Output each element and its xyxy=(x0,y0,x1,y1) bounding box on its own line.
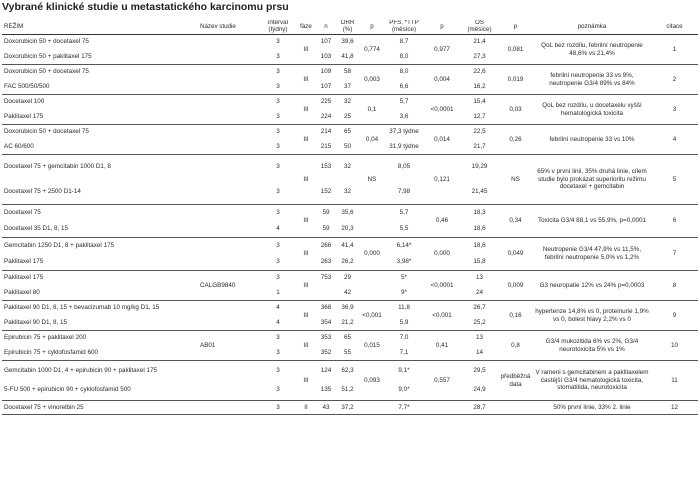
cell-note: Toxicita G3/4 88,1 vs 55,9%, p=0,0001 xyxy=(533,205,651,238)
cell-p-orr: 0,003 xyxy=(359,65,385,95)
cell-interval: 3 xyxy=(260,254,296,271)
cell-os: 13 xyxy=(461,331,498,346)
cell-orr: 32 xyxy=(336,180,359,205)
cell-phase: III xyxy=(296,331,316,361)
cell-p-pfs: 0,557 xyxy=(423,361,461,401)
cell-citation: 3 xyxy=(651,95,698,125)
cell-p-os: 0,009 xyxy=(498,271,533,301)
cell-p-orr xyxy=(359,205,385,238)
cell-orr: 26,2 xyxy=(336,254,359,271)
cell-phase: III xyxy=(296,65,316,95)
cell-interval: 3 xyxy=(260,205,296,222)
cell-p-os: 0,26 xyxy=(498,125,533,155)
cell-study-name xyxy=(198,361,260,401)
cell-p-orr: 0,000 xyxy=(359,238,385,271)
cell-citation: 6 xyxy=(651,205,698,238)
cell-p-orr: 0,015 xyxy=(359,331,385,361)
cell-study-name xyxy=(198,155,260,205)
cell-p-orr: NS xyxy=(359,155,385,205)
cell-note: G3/4 mukozitida 6% vs 2%, G3/4 neurotoxicita 5% vs 1% xyxy=(533,331,651,361)
header-p-orr: p xyxy=(359,20,385,35)
table-row xyxy=(2,401,698,415)
cell-interval: 4 xyxy=(260,316,296,331)
cell-regimen: Docetaxel 35 D1, 8, 15 xyxy=(2,221,198,238)
cell-n: 353 xyxy=(316,331,336,346)
cell-note: 50% první linie, 33% 2. linie xyxy=(533,401,651,415)
cell-os: 15,8 xyxy=(461,254,498,271)
cell-pfs: 6,14* xyxy=(385,238,423,255)
cell-orr: 32 xyxy=(336,95,359,110)
cell-orr: 65 xyxy=(336,331,359,346)
cell-os: 26,7 xyxy=(461,301,498,316)
table-row xyxy=(2,238,698,255)
cell-note: febrilní neutropenie 33 vs 9%, neutropenie G3/4 89% vs 84% xyxy=(533,65,651,95)
cell-regimen: Docetaxel 75 + 2500 D1-14 xyxy=(2,180,198,205)
cell-regimen: Epirubicin 75 + paklitaxel 200 xyxy=(2,331,198,346)
cell-study-name: CALGB9840 xyxy=(198,271,260,301)
cell-phase: III xyxy=(296,95,316,125)
cell-os: 18,6 xyxy=(461,221,498,238)
cell-orr: 65 xyxy=(336,125,359,140)
header-regimen: REŽIM xyxy=(2,20,198,35)
cell-orr: 39,6 xyxy=(341,38,354,46)
cell-interval: 3 xyxy=(260,95,296,110)
cell-citation: 7 xyxy=(651,238,698,271)
cell-study-name xyxy=(198,125,260,155)
cell-n: 214 xyxy=(316,125,336,140)
cell-p-os xyxy=(498,401,533,415)
cell-os: 19,29 xyxy=(461,155,498,180)
cell-pfs: 7,0 xyxy=(385,331,423,346)
cell-os: 24,9 xyxy=(461,381,498,401)
cell-os: 22,6 xyxy=(461,65,498,80)
cell-interval: 3 xyxy=(260,346,296,361)
cell-p-os: 0,34 xyxy=(498,205,533,238)
header-os: OS (měsíce) xyxy=(461,20,498,35)
cell-p-orr: 0,04 xyxy=(359,125,385,155)
cell-phase: III xyxy=(296,125,316,155)
cell-p-os: 0,049 xyxy=(498,238,533,271)
cell-regimen: Paklitaxel 80 xyxy=(2,286,198,301)
cell-regimen: 5-FU 500 + epirubicin 90 + cyklofosfamid 500 xyxy=(2,381,198,401)
cell-note: G3 neuropatie 12% vs 24% p=0,0003 xyxy=(533,271,651,301)
table-row xyxy=(2,95,698,110)
cell-p-pfs: 0,004 xyxy=(423,65,461,95)
cell-interval: 3 xyxy=(276,38,280,46)
header-phase: fáze xyxy=(296,20,316,35)
cell-regimen: Doxorubicin 50 + docetaxel 75 xyxy=(2,65,198,80)
cell-phase: III xyxy=(296,205,316,238)
cell-p-os: 0,8 xyxy=(498,331,533,361)
cell-pfs: 9,1* xyxy=(385,361,423,381)
table-row xyxy=(2,301,698,316)
cell-p-orr: 0,1 xyxy=(359,95,385,125)
cell-interval: 3 xyxy=(260,155,296,180)
table-row xyxy=(2,331,698,346)
cell-n: 107 xyxy=(320,38,332,46)
cell-os: 18,3 xyxy=(461,205,498,222)
cell-n: 368 xyxy=(316,301,336,316)
cell-phase: III xyxy=(296,238,316,271)
cell-citation: 1 xyxy=(651,35,698,65)
cell-n: 124 xyxy=(316,361,336,381)
cell-n: 354 xyxy=(316,316,336,331)
cell-study-name xyxy=(198,301,260,331)
table-row xyxy=(2,361,698,381)
cell-interval: 3 xyxy=(260,50,296,65)
cell-orr: 36,9 xyxy=(336,301,359,316)
cell-regimen: Doxorubicin 50 + paklitaxel 175 xyxy=(2,50,198,65)
cell-n: 59 xyxy=(316,205,336,222)
cell-p-os: 0,081 xyxy=(498,35,533,65)
cell-interval: 3 xyxy=(260,65,296,80)
cell-regimen: Paklitaxel 175 xyxy=(2,254,198,271)
page-title: Vybrané klinické studie u metastatického karcinomu prsu xyxy=(2,1,289,13)
cell-orr: 25 xyxy=(336,110,359,125)
cell-p-orr: 0,093 xyxy=(359,361,385,401)
cell-pfs: 5,7 xyxy=(385,95,423,110)
header-n: n xyxy=(316,20,336,35)
cell-os: 22,5 xyxy=(461,125,498,140)
cell-n: 103 xyxy=(316,50,336,65)
cell-regimen: AC 60/600 xyxy=(2,140,198,155)
cell-n: 135 xyxy=(316,381,336,401)
cell-orr: 51,2 xyxy=(336,381,359,401)
cell-orr: 41,4 xyxy=(336,238,359,255)
cell-note: QoL bez rozdílu, febrilní neutropenie 48,6% vs 21,4% xyxy=(533,35,651,65)
table-row xyxy=(2,35,698,50)
cell-n: 753 xyxy=(316,271,336,286)
cell-os: 25,2 xyxy=(461,316,498,331)
cell-orr: 55 xyxy=(336,346,359,361)
cell-interval: 3 xyxy=(260,125,296,140)
cell-os: 13 xyxy=(461,271,498,286)
cell-regimen: Docetaxel 100 xyxy=(2,95,198,110)
table-row xyxy=(2,125,698,140)
cell-pfs: 7,98 xyxy=(385,180,423,205)
cell-study-name xyxy=(198,95,260,125)
cell-note: febrilní neutropenie 33 vs 10% xyxy=(533,125,651,155)
cell-os: 16,2 xyxy=(461,80,498,95)
cell-n: 263 xyxy=(316,254,336,271)
header-interval: interval (týdny) xyxy=(260,20,296,35)
table-row xyxy=(2,65,698,80)
cell-p-os: 0,03 xyxy=(498,95,533,125)
cell-os: 14 xyxy=(461,346,498,361)
cell-n: 109 xyxy=(316,65,336,80)
cell-study-name xyxy=(198,238,260,271)
cell-n: 224 xyxy=(316,110,336,125)
cell-p-orr: 0,774 xyxy=(359,35,385,65)
cell-interval: 3 xyxy=(260,381,296,401)
cell-interval: 3 xyxy=(260,331,296,346)
cell-p-orr xyxy=(359,401,385,415)
cell-n: 352 xyxy=(316,346,336,361)
cell-citation: 12 xyxy=(651,401,698,415)
cell-pfs: 9,0* xyxy=(385,381,423,401)
header-p-pfs: p xyxy=(423,20,461,35)
cell-pfs: 3,6 xyxy=(385,110,423,125)
cell-n: 43 xyxy=(316,401,336,415)
table-body xyxy=(2,35,698,415)
cell-regimen: Doxorubicin 50 + docetaxel 75 xyxy=(2,125,198,140)
cell-n: 266 xyxy=(316,238,336,255)
cell-interval: 3 xyxy=(260,180,296,205)
table-row xyxy=(2,155,698,180)
cell-p-pfs: 0,000 xyxy=(423,238,461,271)
cell-phase: III xyxy=(296,301,316,331)
cell-citation: 8 xyxy=(651,271,698,301)
cell-regimen: Epirubicin 75 + cyklofosfamid 600 xyxy=(2,346,198,361)
cell-phase: III xyxy=(296,35,316,65)
cell-p-orr: <0,001 xyxy=(359,301,385,331)
cell-pfs: 9* xyxy=(385,286,423,301)
cell-regimen: Paklitaxel 175 xyxy=(2,271,198,286)
cell-note: hypertenze 14,8% vs 0, proteinurie 1,9% vs 0, bolest hlavy 2,2% vs 0 xyxy=(533,301,651,331)
cell-interval: 4 xyxy=(260,221,296,238)
cell-p-pfs xyxy=(423,401,461,415)
cell-pfs: 8,7 xyxy=(399,38,409,46)
cell-p-pfs: 0,41 xyxy=(423,331,461,361)
cell-phase: III xyxy=(296,155,316,205)
cell-os: 15,4 xyxy=(461,95,498,110)
cell-pfs: 5,9 xyxy=(385,316,423,331)
cell-orr: 29 xyxy=(336,271,359,286)
cell-orr: 37 xyxy=(336,80,359,95)
cell-os: 28,7 xyxy=(461,401,498,415)
cell-interval: 3 xyxy=(260,401,296,415)
cell-pfs: 11,8 xyxy=(385,301,423,316)
cell-phase: III xyxy=(296,361,316,401)
cell-p-pfs: 0,977 xyxy=(423,35,461,65)
cell-pfs: 8,0 xyxy=(385,65,423,80)
cell-p-pfs: <0,0001 xyxy=(423,95,461,125)
cell-study-name xyxy=(198,35,260,65)
cell-interval: 3 xyxy=(260,140,296,155)
clinical-studies-table xyxy=(2,20,698,415)
cell-citation: 11 xyxy=(651,361,698,401)
cell-interval: 3 xyxy=(260,361,296,381)
cell-regimen: Gemcitabin 1000 D1, 4 + epirubicin 90 + paklitaxel 175 xyxy=(2,361,198,381)
cell-orr: 32 xyxy=(336,155,359,180)
cell-citation: 9 xyxy=(651,301,698,331)
cell-p-pfs: 0,121 xyxy=(423,155,461,205)
cell-pfs: 7,1 xyxy=(385,346,423,361)
cell-interval: 3 xyxy=(260,271,296,286)
cell-study-name xyxy=(198,65,260,95)
cell-p-pfs: <0,0001 xyxy=(423,271,461,301)
cell-note: QoL bez rozdílu, u docetaxelu vyšší hematologická toxicita xyxy=(533,95,651,125)
cell-interval: 3 xyxy=(260,110,296,125)
cell-study-name: AB01 xyxy=(198,331,260,361)
cell-regimen: Doxorubicin 50 + docetaxel 75 xyxy=(4,38,89,46)
table-row xyxy=(2,271,698,286)
cell-n: 107 xyxy=(316,80,336,95)
cell-orr: 35,6 xyxy=(336,205,359,222)
cell-pfs: 37,3 týdne xyxy=(385,125,423,140)
cell-regimen: FAC 500/50/500 xyxy=(2,80,198,95)
cell-os: 18,6 xyxy=(461,238,498,255)
cell-n xyxy=(316,286,336,301)
cell-citation: 5 xyxy=(651,155,698,205)
cell-phase: II xyxy=(296,401,316,415)
cell-note: 65% v první linii, 35% druhá linie, cílem studie bylo prokázat superioritu režimu docetaxel + gemcitabin xyxy=(533,155,651,205)
cell-pfs: 7,7* xyxy=(385,401,423,415)
cell-os: 24 xyxy=(461,286,498,301)
cell-pfs: 5,7 xyxy=(385,205,423,222)
cell-os: 21,7 xyxy=(461,140,498,155)
header-p-os: p xyxy=(498,20,533,35)
cell-orr: 21,2 xyxy=(336,316,359,331)
cell-os: 27,3 xyxy=(461,50,498,65)
cell-n: 225 xyxy=(316,95,336,110)
cell-study-name xyxy=(198,401,260,415)
cell-pfs: 8,05 xyxy=(385,155,423,180)
cell-p-pfs: <0,001 xyxy=(423,301,461,331)
cell-phase: III xyxy=(296,271,316,301)
table-row xyxy=(2,205,698,222)
cell-regimen: Paklitaxel 90 D1, 8, 15 xyxy=(2,316,198,331)
cell-regimen: Paklitaxel 175 xyxy=(2,110,198,125)
cell-p-pfs: 0,014 xyxy=(423,125,461,155)
cell-orr: 41,8 xyxy=(336,50,359,65)
cell-p-os: NS xyxy=(498,155,533,205)
cell-p-orr xyxy=(359,271,385,301)
cell-os: 12,7 xyxy=(461,110,498,125)
cell-os: 21,4 xyxy=(473,38,486,46)
cell-n: 152 xyxy=(316,180,336,205)
header-orr: ORR (%) xyxy=(336,20,359,35)
cell-n: 59 xyxy=(316,221,336,238)
cell-os: 29,5 xyxy=(461,361,498,381)
cell-citation: 10 xyxy=(651,331,698,361)
cell-regimen: Paklitaxel 90 D1, 8, 15 + bevacizumab 10 mg/kg D1, 15 xyxy=(2,301,198,316)
cell-citation: 4 xyxy=(651,125,698,155)
header-citation: citace xyxy=(651,20,698,35)
cell-citation: 2 xyxy=(651,65,698,95)
cell-orr: 20,3 xyxy=(336,221,359,238)
table-header-row xyxy=(2,20,698,35)
cell-n: 215 xyxy=(316,140,336,155)
cell-pfs: 3,98* xyxy=(385,254,423,271)
cell-orr: 42 xyxy=(336,286,359,301)
cell-pfs: 5,5 xyxy=(385,221,423,238)
cell-regimen: Gemcitabin 1250 D1, 8 + paklitaxel 175 xyxy=(2,238,198,255)
cell-p-pfs: 0,46 xyxy=(423,205,461,238)
cell-pfs: 5* xyxy=(385,271,423,286)
cell-orr: 50 xyxy=(336,140,359,155)
cell-study-name xyxy=(198,205,260,238)
header-study: Název studie xyxy=(198,20,260,35)
cell-pfs: 31,9 týdne xyxy=(385,140,423,155)
cell-p-os: předběžná data xyxy=(498,361,533,401)
cell-regimen: Docetaxel 75 + gemcitabin 1000 D1, 8 xyxy=(2,155,198,180)
cell-p-os: 0,019 xyxy=(498,65,533,95)
cell-orr: 58 xyxy=(336,65,359,80)
cell-os: 21,45 xyxy=(461,180,498,205)
cell-p-os: 0,16 xyxy=(498,301,533,331)
cell-pfs: 6,6 xyxy=(385,80,423,95)
cell-note: Neutropenie G3/4 47,9% vs 11,5%, febrilní neutropenie 5,0% vs 1,2% xyxy=(533,238,651,271)
cell-interval: 3 xyxy=(260,80,296,95)
cell-orr: 37,2 xyxy=(336,401,359,415)
cell-n: 153 xyxy=(316,155,336,180)
cell-pfs: 8,0 xyxy=(385,50,423,65)
header-note: poznámka xyxy=(533,20,651,35)
header-pfs: PFS, *TTP (měsíce) xyxy=(385,20,423,35)
cell-interval: 1 xyxy=(260,286,296,301)
cell-interval: 4 xyxy=(260,301,296,316)
cell-regimen: Docetaxel 75 xyxy=(2,205,198,222)
cell-interval: 3 xyxy=(260,238,296,255)
cell-regimen: Docetaxel 75 + vinorelbin 25 xyxy=(2,401,198,415)
cell-orr: 62,3 xyxy=(336,361,359,381)
cell-note: V rameni s gemcitabinem a paklitaxelem častější G3/4 hematologická toxicita, stomatitida, neurotoxicita xyxy=(533,361,651,401)
